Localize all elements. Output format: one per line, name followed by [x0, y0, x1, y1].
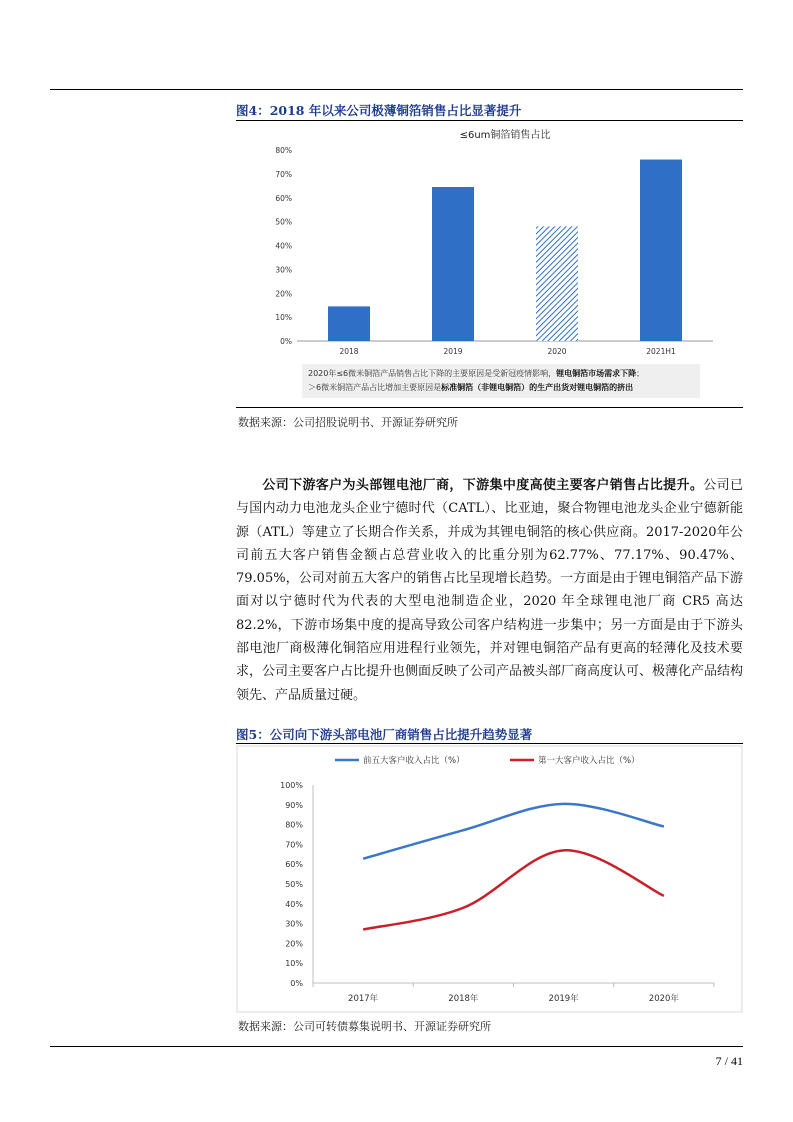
note1-suffix: ； [636, 369, 645, 378]
line-y-tick: 30% [285, 919, 303, 929]
line-x-tick: 2019年 [548, 994, 579, 1004]
note1-prefix: 2020年≤6微米铜箔产品销售占比下降的主要原因是受新冠疫情影响， [308, 369, 557, 378]
bar-y-tick: 0% [280, 337, 292, 346]
line-x-tick: 2017年 [348, 994, 379, 1004]
bar-x-tick: 2019 [443, 347, 463, 356]
line-x-tick: 2018年 [448, 994, 479, 1004]
bar-y-tick: 80% [275, 146, 292, 155]
bar-y-tick: 50% [275, 217, 292, 227]
line-series-1 [363, 804, 664, 859]
note1-bold: 锂电铜箔市场需求下降 [556, 369, 637, 378]
line-y-tick: 40% [285, 899, 303, 909]
line-y-tick: 60% [285, 860, 303, 870]
page-number: 7 / 41 [715, 1054, 743, 1068]
note2-prefix: ＞6微米铜箔产品占比增加主要原因是 [308, 383, 442, 392]
bar-y-tick: 70% [275, 169, 292, 179]
note2-bold: 标准铜箔（非锂电铜箔）的生产出货对锂电铜箔的挤出 [441, 383, 634, 392]
line-y-tick: 90% [285, 800, 303, 810]
bar-y-tick: 20% [275, 289, 292, 299]
figure4-source: 数据来源：公司招股说明书、开源证券研究所 [238, 416, 458, 429]
figure5-title: 图5：公司向下游头部电池厂商销售占比提升趋势显著 [236, 727, 533, 742]
line-y-tick: 50% [285, 880, 303, 889]
line-y-tick: 70% [285, 840, 303, 850]
bar-x-tick: 2018 [339, 347, 359, 356]
line-x-tick: 2020年 [648, 994, 679, 1004]
legend-label-2: 第一大客户收入占比（%） [538, 756, 640, 766]
line-y-tick: 80% [285, 820, 303, 830]
bar-x-tick: 2021H1 [646, 347, 676, 356]
paragraph-body: 公司已与国内动力电池龙头企业宁德时代（CATL）、比亚迪，聚合物锂电池龙头企业宁德新能源（ATL）等建立了长期合作关系，并成为其锂电铜箔的核心供应商。2017-2020年公司前五大客户销售金额占总营业收入的比重分别为62.77%、77.17%、90.47%、79.05%，公司对前五大客户的销售占比呈现增长趋势。一方面是由于锂电铜箔产品下游面对以宁德时代为代表的大型电池制造企业，2020 年全球锂电池厂商 CR5 高达 82.2%，下游市场集中度的提高导致公司客户结构进一步集中；另一方面是由于下游头部电池厂商极薄化铜箔应用进程行业领先，并对锂电铜箔产品有更高的轻薄化及技术要求，公司主要客户占比提升也侧面反映了公司产品被头部厂商高度认可、极薄化产品结构领先、产品质量过硬。 [236, 478, 744, 703]
paragraph-lead: 公司下游客户为头部锂电池厂商，下游集中度高使主要客户销售占比提升。 [262, 478, 704, 493]
bar-y-tick: 30% [275, 265, 292, 275]
figure5-source: 数据来源：公司可转债募集说明书、开源证券研究所 [238, 1020, 491, 1033]
line-y-tick: 10% [285, 959, 303, 969]
line-y-tick: 0% [290, 979, 303, 988]
bar-y-tick: 40% [275, 241, 292, 251]
bar-y-tick: 10% [275, 313, 292, 323]
line-series-2 [363, 850, 664, 929]
bar-chart-title: ≤6um铜箔销售占比 [459, 130, 551, 141]
bar-x-tick: 2020 [547, 347, 567, 356]
line-y-tick: 20% [285, 939, 303, 949]
footer-rule [50, 1046, 743, 1047]
figure4-title: 图4：2018 年以来公司极薄铜箔销售占比显著提升 [236, 103, 522, 118]
line-y-tick: 100% [280, 781, 303, 790]
bar-y-tick: 60% [275, 193, 292, 203]
legend-label-1: 前五大客户收入占比（%） [363, 756, 465, 766]
